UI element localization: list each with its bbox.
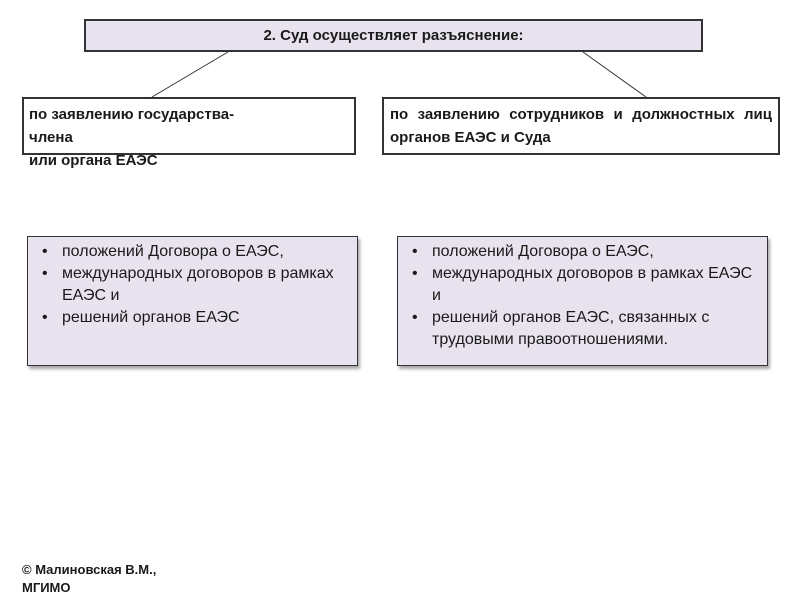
- right-list-box: [397, 236, 768, 366]
- title-text: 2. Суд осуществляет разъяснение:: [263, 27, 524, 44]
- connector-left: [152, 52, 228, 97]
- copyright-institution: МГИМО: [22, 580, 71, 595]
- list-item: • международных договоров в рамках ЕАЭС и: [40, 263, 349, 307]
- list-item: • решений органов ЕАЭС, связанных с трудовыми правоотношениями.: [410, 307, 759, 351]
- title-box: [84, 19, 703, 52]
- copyright-footer: [22, 561, 156, 597]
- right-heading-box: [382, 97, 780, 155]
- right-bullet-list: [398, 237, 767, 351]
- list-item: • международных договоров в рамках ЕАЭС и: [410, 263, 759, 307]
- right-heading-text: по заявлению сотрудников и должностных лиц органов ЕАЭС и Суда: [390, 106, 772, 146]
- connector-right: [583, 52, 646, 97]
- list-item: • решений органов ЕАЭС: [40, 307, 349, 329]
- left-list-box: [27, 236, 358, 366]
- left-heading-box: [22, 97, 356, 169]
- left-heading-text: по заявлению государства- члена или органа ЕАЭС: [29, 106, 235, 169]
- copyright-author: © Малиновская В.М.,: [22, 562, 157, 577]
- list-item: • положений Договора о ЕАЭС,: [410, 241, 759, 263]
- list-item: • положений Договора о ЕАЭС,: [40, 241, 349, 263]
- left-bullet-list: [28, 237, 357, 329]
